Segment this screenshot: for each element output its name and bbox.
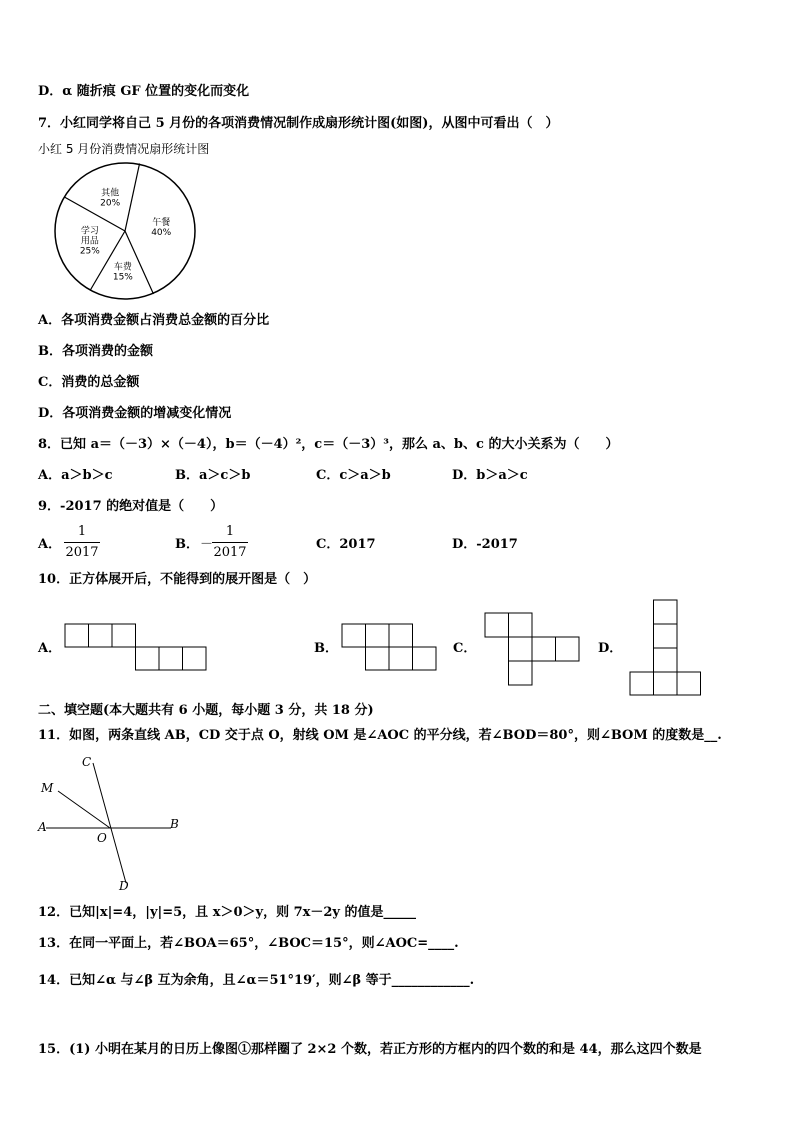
cube-net-a [64, 623, 210, 671]
section-2-heading: 二、填空题(本大题共有 6 小题，每小题 3 分，共 18 分) [38, 703, 374, 718]
point-a-label: A [38, 820, 47, 834]
q10-option-b-label: B． [314, 641, 338, 656]
cube-net-b [341, 623, 439, 671]
pie-slice-label: 车费 15% [112, 262, 133, 283]
q11-stem: 11．如图，两条直线 AB，CD 交于点 O，射线 OM 是∠AOC 的平分线，若∠BOD＝80°，则∠BOM 的度数是__. [38, 728, 722, 743]
cube-net-d [629, 599, 703, 697]
q9-option-d: D．-2017 [452, 537, 518, 552]
q7-option-c: C．消费的总金额 [38, 375, 140, 390]
fraction-denominator: 2017 [213, 545, 247, 560]
q7-option-a: A．各项消费金额占消费总金额的百分比 [38, 313, 270, 328]
point-d-label: D [119, 879, 129, 893]
q14-stem: 14．已知∠α 与∠β 互为余角，且∠α＝51°19′，则∠β 等于____________. [38, 973, 475, 988]
q15-stem: 15．(1) 小明在某月的日历上像图①那样圈了 2×2 个数，若正方形的方框内的四个数的和是 44，那么这四个数是 [38, 1042, 702, 1057]
q10-option-c-label: C． [453, 641, 477, 656]
q7-option-b: B．各项消费的金额 [38, 344, 153, 359]
pie-chart-caption: 小红 5 月份消费情况扇形统计图 [38, 142, 210, 156]
fraction-denominator: 2017 [65, 545, 99, 560]
point-c-label: C [82, 755, 92, 769]
q13-stem: 13．在同一平面上，若∠BOA＝65°，∠BOC＝15°，则∠AOC=____. [38, 936, 459, 951]
pie-slice-label: 其他 20% [100, 188, 121, 209]
q9-option-b-label: B． [175, 537, 199, 552]
q6-option-d: D．α 随折痕 GF 位置的变化而变化 [38, 84, 250, 99]
q9-option-a-label: A． [38, 537, 62, 552]
point-b-label: B [170, 817, 179, 831]
q9-stem: 9．-2017 的绝对值是（ ） [38, 499, 224, 514]
minus-sign: － [200, 537, 214, 552]
pie-slice-label: 午餐 40% [151, 218, 172, 239]
q10-option-a-label: A． [38, 641, 62, 656]
point-o-label: O [97, 831, 107, 845]
q9-option-c: C．2017 [316, 537, 376, 552]
q8-option-b: B．a＞c＞b [175, 468, 251, 483]
q9-option-b-fraction [212, 524, 248, 561]
q8-stem: 8．已知 a＝（－3）×（－4），b＝（－4）²，c＝（－3）³，那么 a、b、c 的大小关系为（ ） [38, 437, 619, 452]
fraction-numerator: 1 [77, 524, 87, 539]
q9-option-a-fraction [64, 524, 100, 561]
fraction-numerator: 1 [225, 524, 235, 539]
q8-option-a: A．a＞b＞c [38, 468, 113, 483]
pie-slice-label: 学习用品 25% [79, 226, 100, 257]
q7-stem: 7．小红同学将自己 5 月份的各项消费情况制作成扇形统计图(如图)，从图中可看出（ ） [38, 116, 559, 131]
fraction-bar [64, 542, 100, 543]
q7-option-d: D．各项消费金额的增减变化情况 [38, 406, 232, 421]
cube-net-c [484, 612, 582, 686]
point-m-label: M [41, 781, 54, 795]
fraction-bar [212, 542, 248, 543]
q12-stem: 12．已知|x|=4，|y|=5，且 x＞0＞y，则 7x－2y 的值是_____ [38, 905, 417, 920]
q8-option-c: C．c＞a＞b [316, 468, 391, 483]
line-cd [93, 763, 126, 883]
q10-option-d-label: D． [598, 641, 623, 656]
q10-stem: 10．正方体展开后，不能得到的展开图是（ ） [38, 572, 317, 587]
q8-option-d: D．b＞a＞c [452, 468, 528, 483]
q11-geometry-figure [36, 753, 186, 895]
pie-chart [50, 163, 200, 303]
